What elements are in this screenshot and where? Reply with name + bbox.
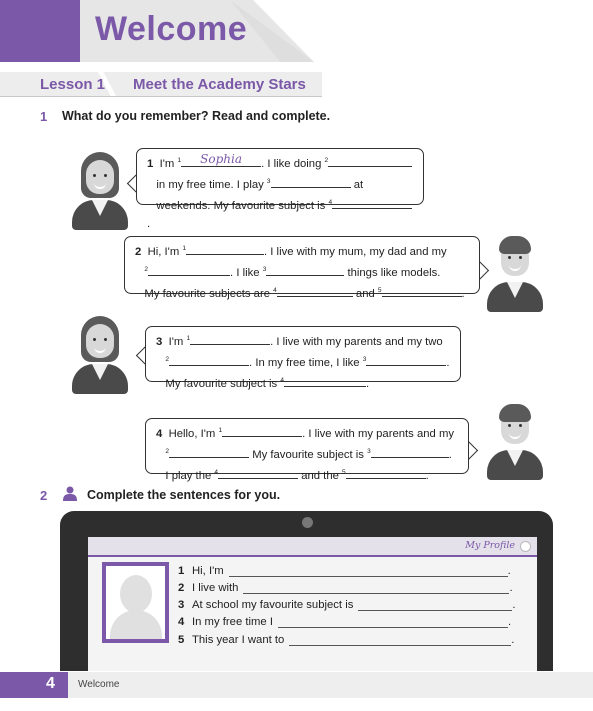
bubble-4-text: I play the — [165, 470, 212, 482]
bubble-4-text: . I live with my parents and my — [302, 428, 455, 440]
footer-accent — [0, 672, 68, 698]
row-number: 3 — [178, 599, 185, 611]
profile-row — [178, 561, 511, 577]
page-number: 4 — [46, 675, 55, 692]
lesson-label: Lesson 1 — [40, 76, 106, 93]
profile-row — [178, 578, 513, 594]
bubble-1-text: I'm — [159, 158, 175, 170]
row-prompt: At school my favourite subject is — [192, 599, 354, 611]
bubble-3-text: . — [446, 357, 450, 369]
row-number: 1 — [178, 565, 185, 577]
profile-header-line — [88, 555, 537, 557]
bubble-4-text: . — [425, 470, 429, 482]
avatar-boy-1 — [483, 230, 547, 312]
row-end: . — [507, 565, 511, 577]
bubble-3-text: . I live with my parents and my two — [270, 336, 443, 348]
answer-line[interactable] — [289, 634, 511, 646]
bubble-3-number: 3 — [156, 336, 163, 348]
bubble-4-text: . — [448, 449, 452, 461]
blank-input[interactable] — [382, 285, 462, 297]
blank-input[interactable] — [218, 467, 298, 479]
footer-bar — [68, 672, 593, 698]
camera-icon — [302, 517, 313, 528]
bubble-4-text: and the — [301, 470, 339, 482]
blank-input[interactable] — [328, 155, 412, 167]
exercise-2-instruction: Complete the sentences for you. — [87, 488, 281, 502]
blank-input[interactable] — [169, 354, 249, 366]
screen-fill — [102, 643, 169, 663]
bubble-1-number: 1 — [147, 158, 154, 170]
blank-input[interactable] — [169, 446, 249, 458]
bubble-3-text: . In my free time, I like — [249, 357, 360, 369]
bubble-1-text: . I like doing — [261, 158, 322, 170]
blank-input[interactable] — [190, 333, 270, 345]
bubble-4-text: My favourite subject is — [252, 449, 364, 461]
answer-line[interactable] — [229, 565, 508, 577]
answer-line[interactable] — [278, 616, 508, 628]
row-prompt: I live with — [192, 582, 239, 594]
bubble-2-text: and — [355, 288, 375, 300]
avatar-girl-2 — [68, 312, 132, 394]
lesson-title: Meet the Academy Stars — [133, 76, 306, 93]
bubble-2-text: . I live with my mum, my dad and my — [264, 246, 447, 258]
exercise-2-number: 2 — [40, 488, 48, 503]
profile-avatar-icon — [520, 541, 531, 552]
speech-bubble-4: 4 Hello, I'm $^1$ . I live with my parents and my $^2$ My favourite subject is $^3$ . I play the $^4$ and the $^5$ . — [145, 418, 469, 474]
row-end: . — [509, 582, 513, 594]
bubble-3-text: . — [365, 378, 370, 390]
profile-title: My Profile — [465, 540, 515, 551]
exercise-1-number: 1 — [40, 109, 48, 124]
row-prompt: Hi, I'm — [192, 565, 224, 577]
row-number: 2 — [178, 582, 185, 594]
bubble-4-text: Hello, I'm — [168, 428, 216, 440]
bubble-1-text: . — [147, 218, 151, 230]
row-number: 5 — [178, 634, 185, 646]
bubble-1-text: at — [353, 179, 364, 191]
blank-input[interactable] — [346, 467, 426, 479]
avatar-girl-1 — [68, 148, 132, 230]
speech-bubble-2: 2 Hi, I'm $^1$ . I live with my mum, my dad and my $^2$ . I like $^3$ things like models. My favourite subjects are $^4$ and $^5$ . — [124, 236, 480, 294]
answer-line[interactable] — [243, 582, 509, 594]
blank-input[interactable] — [332, 197, 412, 209]
row-number: 4 — [178, 616, 185, 628]
bubble-2-number: 2 — [135, 246, 142, 258]
exercise-1-instruction: What do you remember? Read and complete. — [62, 109, 331, 123]
row-end: . — [512, 599, 516, 611]
page-title: Welcome — [95, 10, 248, 48]
blank-input[interactable] — [277, 285, 353, 297]
row-end: . — [507, 616, 512, 628]
person-icon — [63, 486, 77, 501]
blank-input[interactable] — [284, 375, 366, 387]
blank-input[interactable] — [371, 446, 449, 458]
profile-row — [178, 595, 516, 611]
blank-input[interactable] — [271, 176, 351, 188]
avatar-boy-2 — [483, 398, 547, 480]
lesson-underline — [0, 96, 322, 97]
blank-input[interactable] — [186, 243, 264, 255]
silhouette-head-icon — [120, 575, 152, 613]
blank-input[interactable] — [266, 264, 344, 276]
bubble-4-number: 4 — [156, 428, 163, 440]
row-end: . — [511, 634, 515, 646]
bubble-2-text: . — [461, 288, 465, 300]
speech-bubble-1: 1 I'm $^1$ Sophia . I like doing $^2$ in my free time. I play $^3$ at weekends. My favourite subject is $^4$. — [136, 148, 424, 205]
row-prompt: This year I want to — [192, 634, 285, 646]
blank-input[interactable] — [366, 354, 446, 366]
bubble-3-text: I'm — [168, 336, 184, 348]
sample-answer: Sophia — [200, 152, 242, 166]
bubble-2-text: . I like — [230, 267, 260, 279]
bubble-1-text: in my free time. I play — [156, 179, 264, 191]
bubble-2-text: My favourite subjects are — [144, 288, 270, 300]
blank-input[interactable] — [181, 152, 261, 167]
bubble-1-text: weekends. My favourite subject is — [156, 200, 326, 212]
blank-input[interactable] — [222, 425, 302, 437]
bubble-2-text: Hi, I'm — [147, 246, 180, 258]
bubble-3-text: My favourite subject is — [165, 378, 278, 390]
header-accent-block — [0, 0, 80, 62]
profile-row — [178, 630, 514, 646]
bubble-2-text: things like models. — [347, 267, 441, 279]
blank-input[interactable] — [148, 264, 230, 276]
speech-bubble-3: 3 I'm $^1$ . I live with my parents and my two $^2$ . In my free time, I like $^3$ . My favourite subject is $^4$ . — [145, 326, 461, 382]
profile-row — [178, 612, 511, 628]
answer-line[interactable] — [358, 599, 512, 611]
row-prompt: In my free time I — [192, 616, 273, 628]
footer-label: Welcome — [78, 679, 120, 690]
